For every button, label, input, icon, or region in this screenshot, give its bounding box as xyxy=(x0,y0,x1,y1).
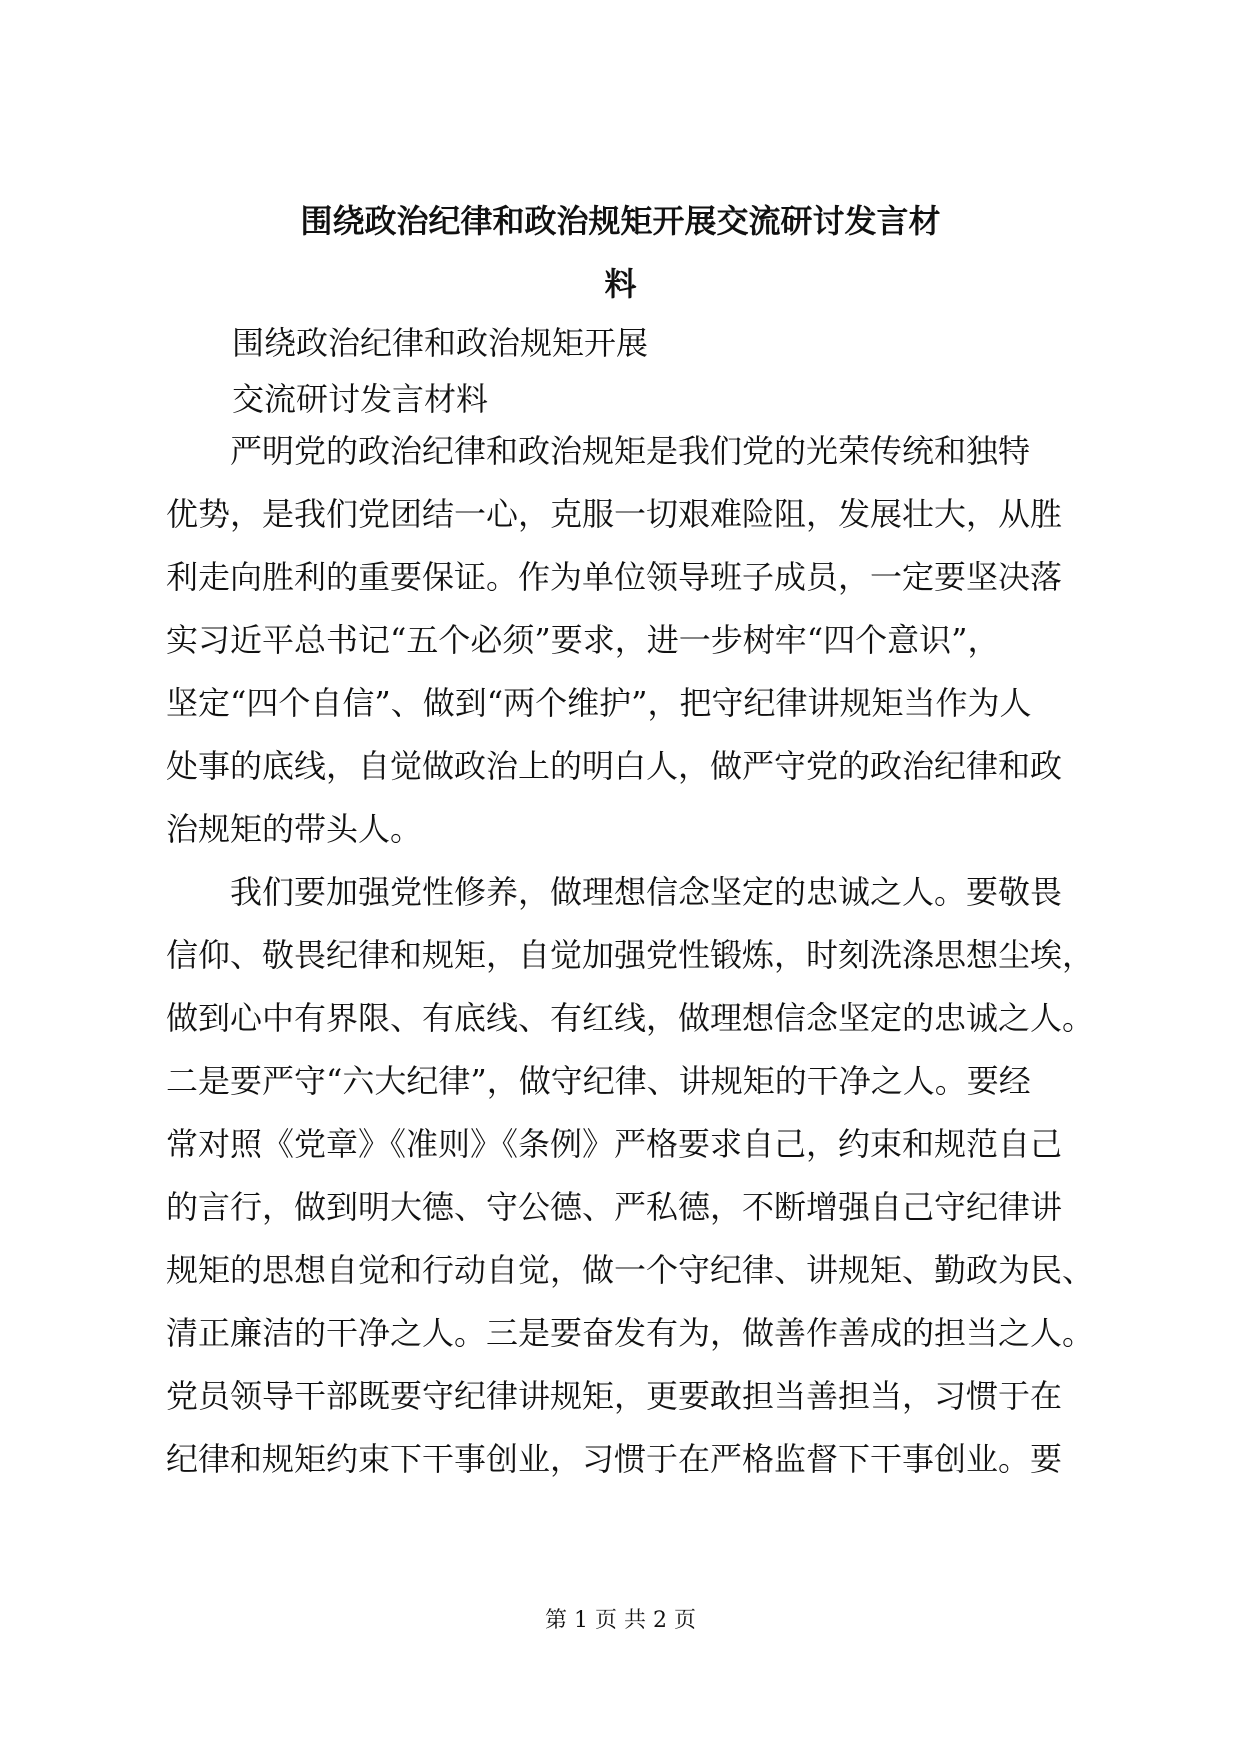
body-line: 信仰、敬畏纪律和规矩，自觉加强党性锻炼，时刻洗涤思想尘埃， xyxy=(166,936,1095,974)
body-line: 我们要加强党性修养，做理想信念坚定的忠诚之人。要敬畏 xyxy=(166,873,1063,911)
body-line: 纪律和规矩约束下干事创业，习惯于在严格监督下干事创业。要 xyxy=(166,1440,1063,1478)
body-line: 清正廉洁的干净之人。三是要奋发有为，做善作善成的担当之人。 xyxy=(166,1314,1095,1352)
body-line: 坚定“四个自信”、做到“两个维护”，把守纪律讲规矩当作为人 xyxy=(166,684,1032,722)
subtitle-line: 交流研讨发言材料 xyxy=(232,380,489,418)
title-line: 料 xyxy=(604,265,637,303)
body-line: 二是要严守“六大纪律”，做守纪律、讲规矩的干净之人。要经 xyxy=(166,1062,1031,1100)
body-line: 规矩的思想自觉和行动自觉，做一个守纪律、讲规矩、勤政为民、 xyxy=(166,1251,1095,1289)
title-line: 围绕政治纪律和政治规矩开展交流研讨发言材 xyxy=(300,202,941,240)
body-line: 严明党的政治纪律和政治规矩是我们党的光荣传统和独特 xyxy=(166,432,1031,470)
body-line: 治规矩的带头人。 xyxy=(166,810,423,848)
body-line: 做到心中有界限、有底线、有红线，做理想信念坚定的忠诚之人。 xyxy=(166,999,1095,1037)
body-line: 的言行，做到明大德、守公德、严私德，不断增强自己守纪律讲 xyxy=(166,1188,1063,1226)
body-line: 利走向胜利的重要保证。作为单位领导班子成员，一定要坚决落 xyxy=(166,558,1063,596)
page-footer: 第 1 页 共 2 页 xyxy=(545,1608,696,1633)
body-line: 实习近平总书记“五个必须”要求，进一步树牢“四个意识”， xyxy=(166,621,1000,659)
body-line: 常对照《党章》《准则》《条例》严格要求自己，约束和规范自己 xyxy=(166,1125,1063,1163)
body-line: 党员领导干部既要守纪律讲规矩，更要敢担当善担当，习惯于在 xyxy=(166,1377,1063,1415)
subtitle-line: 围绕政治纪律和政治规矩开展 xyxy=(232,324,649,362)
document-title xyxy=(150,190,1091,316)
document-body xyxy=(166,420,1095,1491)
body-line: 优势，是我们党团结一心，克服一切艰难险阻，发展壮大，从胜 xyxy=(166,495,1063,533)
body-line: 处事的底线，自觉做政治上的明白人，做严守党的政治纪律和政 xyxy=(166,747,1063,785)
